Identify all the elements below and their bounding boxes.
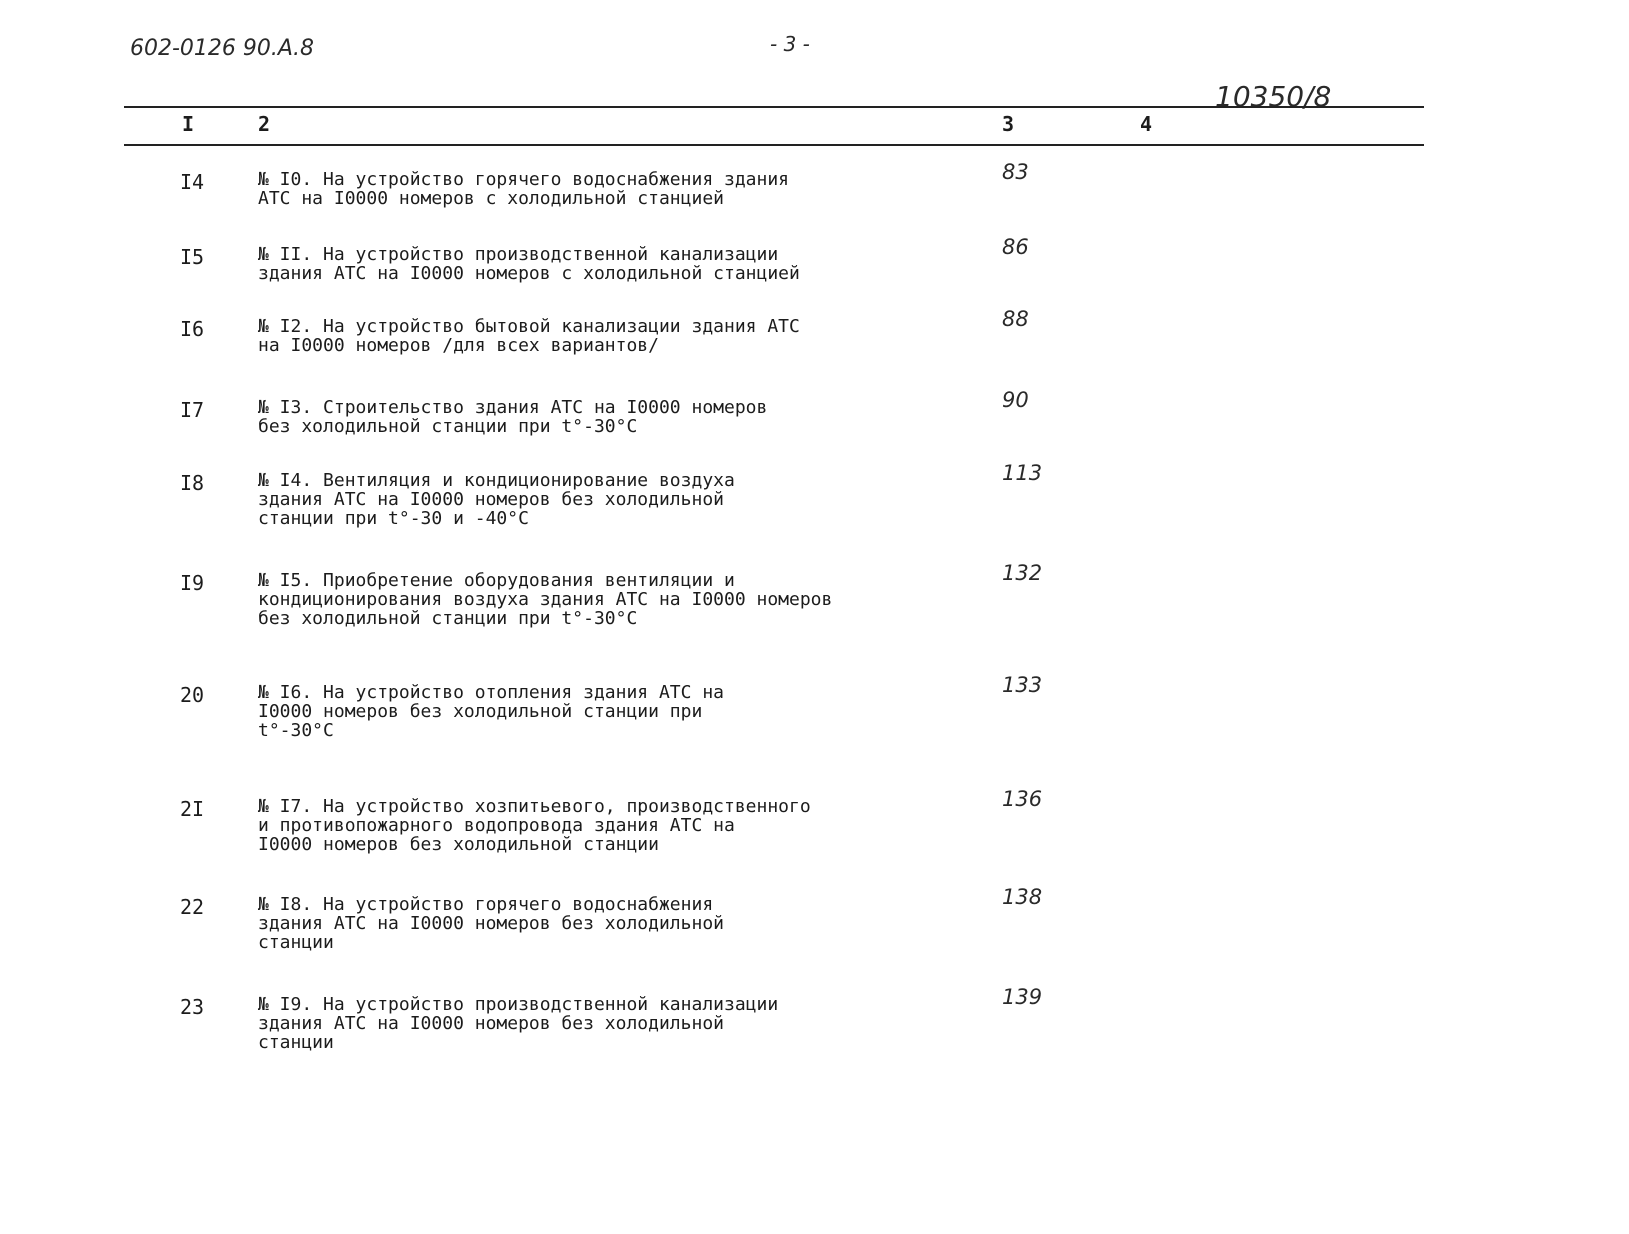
column-header-2: 2 [258, 112, 271, 136]
column-header-3: 3 [1002, 112, 1015, 136]
row-number: I8 [180, 471, 205, 495]
row-description: № I8. На устройство горячего водоснабжения здания АТС на I0000 номеров без холодильной станции [258, 894, 724, 953]
row-description: № I4. Вентиляция и кондиционирование воздуха здания АТС на I0000 номеров без холодильной станции при t°-30 и -40°С [258, 470, 735, 529]
row-description: № I5. Приобретение оборудования вентиляции и кондиционирования воздуха здания АТС на I0000 номеров без холодильной станции при t°-30°С [258, 570, 833, 629]
row-page: 90 [1002, 388, 1029, 412]
document-code: 602-0126 90.А.8 [130, 36, 314, 61]
row-number: I9 [180, 571, 205, 595]
row-number: I6 [180, 317, 205, 341]
column-header-1: I [182, 112, 195, 136]
row-page: 139 [1002, 985, 1043, 1009]
row-description: № I2. На устройство бытовой канализации здания АТС на I0000 номеров /для всех вариантов/ [258, 316, 800, 356]
row-page: 88 [1002, 307, 1029, 331]
row-number: I5 [180, 245, 205, 269]
page-number: - 3 - [770, 32, 810, 56]
row-page: 136 [1002, 787, 1043, 811]
row-description: № I7. На устройство хозпитьевого, производственного и противопожарного водопровода здания АТС на I0000 номеров без холодильной станции [258, 796, 811, 855]
row-description: № I0. На устройство горячего водоснабжения здания АТС на I0000 номеров с холодильной станцией [258, 169, 790, 209]
row-page: 138 [1002, 885, 1043, 909]
row-number: I4 [180, 170, 205, 194]
row-number: 2I [180, 797, 205, 821]
row-description: № I6. На устройство отопления здания АТС на I0000 номеров без холодильной станции при t°-30°С [258, 682, 724, 741]
row-page: 133 [1002, 673, 1043, 697]
row-page: 132 [1002, 561, 1043, 585]
row-number: I7 [180, 398, 205, 422]
row-number: 22 [180, 895, 205, 919]
row-page: 86 [1002, 235, 1029, 259]
row-description: № I3. Строительство здания АТС на I0000 номеров без холодильной станции при t°-30°С [258, 397, 768, 437]
row-number: 20 [180, 683, 205, 707]
column-header-4: 4 [1140, 112, 1153, 136]
row-page: 113 [1002, 461, 1043, 485]
inventory-number: 10350/8 [1215, 80, 1332, 113]
row-number: 23 [180, 995, 205, 1019]
row-page: 83 [1002, 160, 1029, 184]
row-description: № I9. На устройство производственной канализации здания АТС на I0000 номеров без холодильной станции [258, 994, 779, 1053]
row-description: № II. На устройство производственной канализации здания АТС на I0000 номеров с холодильной станцией [258, 244, 800, 284]
